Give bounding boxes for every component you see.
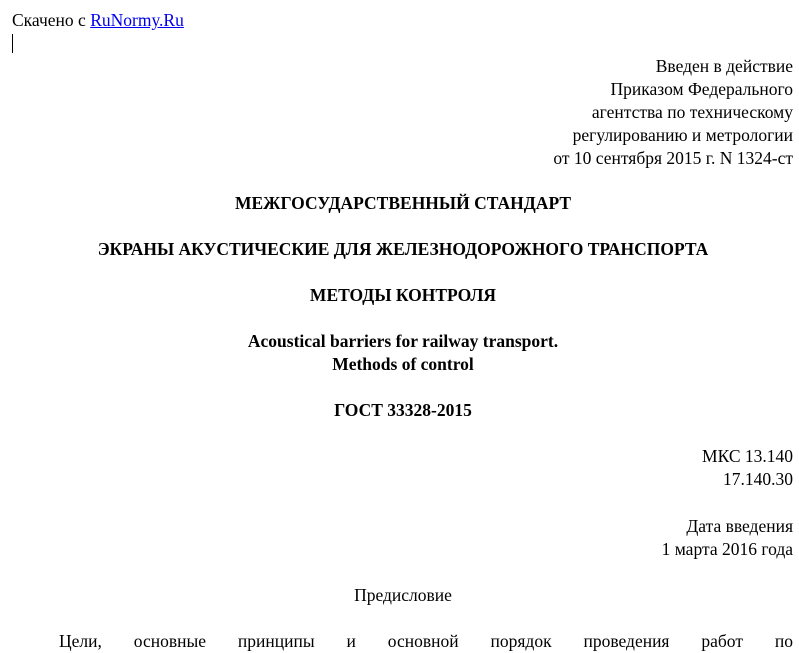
enactment-line: агентства по техническому bbox=[591, 102, 793, 122]
effective-date-label: Дата введения bbox=[686, 516, 793, 536]
mks-block bbox=[702, 445, 793, 491]
source-link[interactable]: RuNormy.Ru bbox=[90, 10, 184, 30]
foreword-heading: Предисловие bbox=[354, 585, 452, 605]
standard-methods-heading: МЕТОДЫ КОНТРОЛЯ bbox=[309, 285, 497, 305]
effective-date-block bbox=[662, 515, 793, 561]
gost-code-heading: ГОСТ 33328-2015 bbox=[334, 400, 472, 420]
mks-line: МКС 13.140 bbox=[702, 446, 793, 466]
english-title-line: Acoustical barriers for railway transport. bbox=[247, 331, 559, 351]
enactment-line: Введен в действие bbox=[655, 56, 793, 76]
enactment-line: от 10 сентября 2015 г. N 1324-ст bbox=[553, 148, 793, 168]
body-paragraph-line: Цели, основные принципы и основной порядок проведения работ по bbox=[59, 631, 793, 651]
enactment-line: Приказом Федерального bbox=[610, 79, 793, 99]
english-title-line: Methods of control bbox=[332, 354, 474, 374]
source-line bbox=[12, 9, 184, 31]
mks-line: 17.140.30 bbox=[723, 469, 793, 489]
enactment-block bbox=[553, 55, 793, 170]
english-title-block bbox=[0, 330, 799, 376]
effective-date-value: 1 марта 2016 года bbox=[661, 539, 793, 559]
standard-type-heading: МЕЖГОСУДАРСТВЕННЫЙ СТАНДАРТ bbox=[234, 193, 572, 213]
source-prefix: Скачено с bbox=[12, 10, 91, 30]
standard-title-heading: ЭКРАНЫ АКУСТИЧЕСКИЕ ДЛЯ ЖЕЛЕЗНОДОРОЖНОГО ТРАНСПОРТА bbox=[97, 239, 709, 259]
text-cursor bbox=[12, 34, 13, 53]
enactment-line: регулированию и метрологии bbox=[572, 125, 793, 145]
